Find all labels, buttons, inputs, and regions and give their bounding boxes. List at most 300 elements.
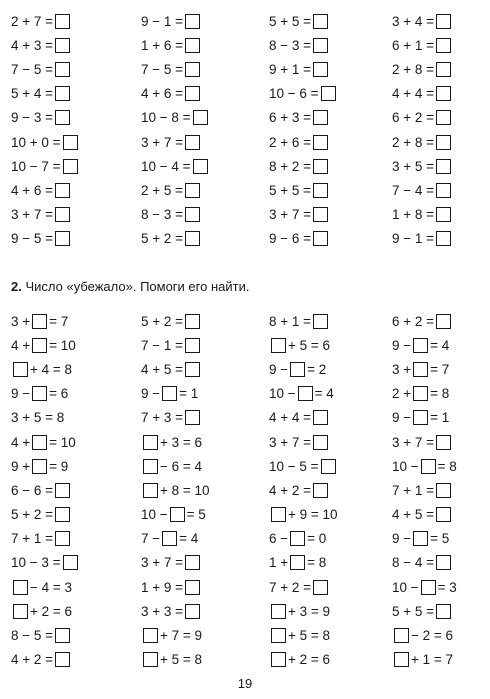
expression-text: 9 −	[392, 337, 412, 353]
answer-box[interactable]	[413, 531, 428, 546]
answer-box[interactable]	[13, 580, 28, 595]
expression-text: = 10	[49, 337, 76, 353]
expression-text: 7 + 1 =	[11, 531, 54, 547]
exercise-cell	[0, 406, 135, 430]
answer-box[interactable]	[143, 652, 158, 667]
expression-text: = 4	[314, 386, 334, 402]
expression-text: 1 + 9 =	[141, 579, 184, 595]
expression-text: 3 + 4 =	[392, 13, 435, 29]
exercise-cell	[388, 623, 490, 647]
exercise-cell	[135, 9, 263, 33]
expression-text: 2 + 5 =	[141, 182, 184, 198]
expression-text: 4 + 5 =	[141, 361, 184, 377]
expression-text: = 0	[307, 531, 327, 547]
expression-text: 6 + 1 =	[392, 37, 435, 53]
exercise-cell	[388, 430, 490, 454]
expression-text: + 9 = 10	[288, 507, 338, 523]
exercise-cell	[0, 9, 135, 33]
answer-box[interactable]	[313, 110, 328, 125]
answer-box[interactable]	[185, 580, 200, 595]
exercise-cell	[0, 154, 135, 178]
expression-text: + 4 = 8	[30, 361, 73, 377]
expression-text: 6 − 6 =	[11, 482, 54, 498]
answer-box[interactable]	[55, 628, 70, 643]
exercise-cell	[388, 599, 490, 623]
answer-box[interactable]	[313, 135, 328, 150]
expression-text: 9 +	[11, 458, 31, 474]
expression-text: 8 − 3 =	[141, 207, 184, 223]
answer-box[interactable]	[394, 652, 409, 667]
expression-text: = 8	[437, 458, 457, 474]
expression-text: + 5 = 8	[160, 652, 203, 668]
answer-box[interactable]	[63, 159, 78, 174]
expression-text: 10 −	[269, 386, 296, 402]
expression-text: 9 − 1 =	[392, 231, 435, 247]
expression-text: 8 + 2 =	[269, 158, 312, 174]
answer-box[interactable]	[313, 231, 328, 246]
expression-text: 9 + 1 =	[269, 61, 312, 77]
exercise-cell	[0, 130, 135, 154]
expression-text: 5 + 2 =	[141, 313, 184, 329]
exercise-cell	[263, 551, 388, 575]
expression-text: 4 + 3 =	[11, 37, 54, 53]
expression-text: = 8	[307, 555, 327, 571]
answer-box[interactable]	[436, 14, 451, 29]
exercise-cell	[388, 551, 490, 575]
expression-text: 7 + 1 =	[392, 482, 435, 498]
answer-box[interactable]	[313, 410, 328, 425]
exercise-cell	[388, 178, 490, 202]
answer-box[interactable]	[436, 86, 451, 101]
answer-box[interactable]	[185, 62, 200, 77]
answer-box[interactable]	[313, 580, 328, 595]
exercise-cell	[388, 454, 490, 478]
expression-text: 5 + 5 =	[392, 603, 435, 619]
answer-box[interactable]	[185, 410, 200, 425]
expression-text: = 4	[179, 531, 199, 547]
expression-text: 5 + 5 =	[269, 182, 312, 198]
answer-box[interactable]	[436, 38, 451, 53]
answer-box[interactable]	[193, 110, 208, 125]
exercise-cell	[263, 430, 388, 454]
task1-exercise-grid	[0, 9, 490, 251]
exercise-cell	[388, 503, 490, 527]
expression-text: 7 − 5 =	[11, 61, 54, 77]
expression-text: + 3 = 9	[288, 603, 331, 619]
answer-box[interactable]	[290, 531, 305, 546]
exercise-cell	[263, 106, 388, 130]
exercise-cell	[135, 33, 263, 57]
exercise-cell	[263, 382, 388, 406]
exercise-cell	[388, 9, 490, 33]
answer-box[interactable]	[55, 38, 70, 53]
exercise-cell	[263, 154, 388, 178]
expression-text: 4 + 2 =	[11, 652, 54, 668]
answer-box[interactable]	[143, 435, 158, 450]
exercise-cell	[0, 575, 135, 599]
exercise-cell	[0, 333, 135, 357]
exercise-cell	[135, 309, 263, 333]
answer-box[interactable]	[143, 628, 158, 643]
expression-text: 3 +	[11, 313, 31, 329]
expression-text: = 10	[49, 434, 76, 450]
answer-box[interactable]	[185, 86, 200, 101]
expression-text: 10 − 6 =	[269, 86, 319, 102]
answer-box[interactable]	[290, 555, 305, 570]
task2-exercise-grid	[0, 309, 490, 672]
exercise-cell	[263, 648, 388, 672]
exercise-cell	[388, 154, 490, 178]
expression-text: 4 + 4 =	[269, 410, 312, 426]
answer-box[interactable]	[185, 604, 200, 619]
expression-text: 6 + 2 =	[392, 110, 435, 126]
exercise-cell	[388, 575, 490, 599]
expression-text: 4 +	[11, 434, 31, 450]
exercise-cell	[263, 623, 388, 647]
exercise-cell	[135, 648, 263, 672]
answer-box[interactable]	[298, 386, 313, 401]
expression-text: = 8	[430, 386, 450, 402]
answer-box[interactable]	[271, 604, 286, 619]
exercise-cell	[263, 130, 388, 154]
answer-box[interactable]	[313, 314, 328, 329]
answer-box[interactable]	[413, 386, 428, 401]
answer-box[interactable]	[436, 135, 451, 150]
exercise-cell	[388, 106, 490, 130]
expression-text: + 2 = 6	[30, 603, 73, 619]
exercise-cell	[0, 503, 135, 527]
exercise-cell	[0, 430, 135, 454]
expression-text: 2 +	[392, 386, 412, 402]
answer-box[interactable]	[313, 435, 328, 450]
exercise-cell	[0, 527, 135, 551]
expression-text: 3 + 7 =	[269, 434, 312, 450]
exercise-cell	[263, 478, 388, 502]
answer-box[interactable]	[436, 207, 451, 222]
expression-text: 2 + 8 =	[392, 134, 435, 150]
answer-box[interactable]	[436, 183, 451, 198]
expression-text: 10 − 3 =	[11, 555, 61, 571]
expression-text: = 5	[186, 507, 206, 523]
expression-text: 1 +	[269, 555, 289, 571]
exercise-cell	[135, 382, 263, 406]
expression-text: = 1	[430, 410, 450, 426]
exercise-cell	[135, 527, 263, 551]
expression-text: 8 − 3 =	[269, 37, 312, 53]
expression-text: 4 + 6 =	[11, 182, 54, 198]
expression-text: 3 + 3 =	[141, 603, 184, 619]
expression-text: + 8 = 10	[160, 482, 210, 498]
answer-box[interactable]	[421, 459, 436, 474]
exercise-cell	[135, 575, 263, 599]
answer-box[interactable]	[185, 207, 200, 222]
exercise-cell	[388, 203, 490, 227]
expression-text: + 5 = 8	[288, 628, 331, 644]
exercise-cell	[263, 33, 388, 57]
expression-text: 3 + 5 = 8	[11, 410, 65, 426]
expression-text: 4 + 4 =	[392, 86, 435, 102]
exercise-cell	[135, 178, 263, 202]
answer-box[interactable]	[143, 459, 158, 474]
exercise-cell	[135, 57, 263, 81]
answer-box[interactable]	[271, 652, 286, 667]
exercise-cell	[0, 309, 135, 333]
exercise-cell	[135, 227, 263, 251]
exercise-cell	[263, 575, 388, 599]
exercise-cell	[0, 599, 135, 623]
answer-box[interactable]	[55, 183, 70, 198]
expression-text: = 1	[179, 386, 199, 402]
exercise-cell	[388, 227, 490, 251]
answer-box[interactable]	[55, 652, 70, 667]
exercise-cell	[0, 82, 135, 106]
answer-box[interactable]	[55, 483, 70, 498]
answer-box[interactable]	[185, 135, 200, 150]
answer-box[interactable]	[436, 231, 451, 246]
expression-text: 9 −	[11, 386, 31, 402]
expression-text: 6 −	[269, 531, 289, 547]
exercise-cell	[0, 357, 135, 381]
answer-box[interactable]	[143, 483, 158, 498]
answer-box[interactable]	[436, 314, 451, 329]
expression-text: 1 + 6 =	[141, 37, 184, 53]
answer-box[interactable]	[413, 410, 428, 425]
expression-text: = 6	[49, 386, 69, 402]
exercise-cell	[388, 478, 490, 502]
answer-box[interactable]	[185, 183, 200, 198]
answer-box[interactable]	[55, 86, 70, 101]
answer-box[interactable]	[436, 604, 451, 619]
expression-text: 9 −	[392, 410, 412, 426]
answer-box[interactable]	[32, 435, 47, 450]
expression-text: 6 + 2 =	[392, 313, 435, 329]
answer-box[interactable]	[394, 628, 409, 643]
expression-text: − 2 = 6	[411, 628, 454, 644]
expression-text: 2 + 8 =	[392, 61, 435, 77]
expression-text: 7 − 4 =	[392, 182, 435, 198]
answer-box[interactable]	[32, 459, 47, 474]
expression-text: 6 + 3 =	[269, 110, 312, 126]
answer-box[interactable]	[436, 483, 451, 498]
exercise-cell	[388, 382, 490, 406]
expression-text: = 5	[430, 531, 450, 547]
expression-text: + 3 = 6	[160, 434, 203, 450]
answer-box[interactable]	[185, 362, 200, 377]
expression-text: 9 − 1 =	[141, 13, 184, 29]
exercise-cell	[135, 623, 263, 647]
answer-box[interactable]	[313, 183, 328, 198]
expression-text: + 1 = 7	[411, 652, 454, 668]
expression-text: 1 + 8 =	[392, 207, 435, 223]
answer-box[interactable]	[313, 159, 328, 174]
expression-text: 8 + 1 =	[269, 313, 312, 329]
answer-box[interactable]	[413, 362, 428, 377]
answer-box[interactable]	[55, 14, 70, 29]
exercise-cell	[0, 106, 135, 130]
exercise-cell	[388, 406, 490, 430]
exercise-cell	[135, 106, 263, 130]
answer-box[interactable]	[185, 314, 200, 329]
expression-text: 9 − 6 =	[269, 231, 312, 247]
answer-box[interactable]	[321, 459, 336, 474]
expression-text: 5 + 5 =	[269, 13, 312, 29]
exercise-cell	[135, 203, 263, 227]
expression-text: 7 −	[141, 531, 161, 547]
answer-box[interactable]	[185, 38, 200, 53]
answer-box[interactable]	[436, 555, 451, 570]
answer-box[interactable]	[421, 580, 436, 595]
expression-text: 2 + 6 =	[269, 134, 312, 150]
answer-box[interactable]	[436, 62, 451, 77]
exercise-cell	[388, 648, 490, 672]
expression-text: 5 + 2 =	[11, 507, 54, 523]
expression-text: 7 − 1 =	[141, 337, 184, 353]
exercise-cell	[0, 203, 135, 227]
answer-box[interactable]	[271, 507, 286, 522]
exercise-cell	[263, 203, 388, 227]
answer-box[interactable]	[436, 110, 451, 125]
expression-text: 4 +	[11, 337, 31, 353]
exercise-cell	[263, 227, 388, 251]
exercise-cell	[0, 57, 135, 81]
exercise-cell	[388, 333, 490, 357]
task2-instruction: Число «убежало». Помоги его найти.	[25, 279, 250, 294]
expression-text: − 6 = 4	[160, 458, 203, 474]
exercise-cell	[388, 130, 490, 154]
answer-box[interactable]	[13, 604, 28, 619]
expression-text: 10 −	[392, 579, 419, 595]
expression-text: + 2 = 6	[288, 652, 331, 668]
exercise-cell	[263, 333, 388, 357]
expression-text: 7 + 2 =	[269, 579, 312, 595]
answer-box[interactable]	[436, 435, 451, 450]
expression-text: 8 − 5 =	[11, 628, 54, 644]
exercise-cell	[388, 527, 490, 551]
exercise-cell	[0, 551, 135, 575]
answer-box[interactable]	[313, 14, 328, 29]
exercise-cell	[263, 454, 388, 478]
answer-box[interactable]	[32, 338, 47, 353]
task2-heading	[11, 279, 249, 294]
expression-text: 9 − 3 =	[11, 110, 54, 126]
answer-box[interactable]	[13, 362, 28, 377]
expression-text: 3 + 7 =	[141, 555, 184, 571]
answer-box[interactable]	[321, 86, 336, 101]
answer-box[interactable]	[162, 531, 177, 546]
exercise-cell	[263, 599, 388, 623]
expression-text: 3 + 7 =	[392, 434, 435, 450]
answer-box[interactable]	[63, 135, 78, 150]
expression-text: 9 −	[141, 386, 161, 402]
exercise-cell	[0, 478, 135, 502]
exercise-cell	[263, 9, 388, 33]
exercise-cell	[388, 357, 490, 381]
exercise-cell	[263, 82, 388, 106]
answer-box[interactable]	[290, 362, 305, 377]
expression-text: 10 −	[392, 458, 419, 474]
answer-box[interactable]	[436, 159, 451, 174]
answer-box[interactable]	[413, 338, 428, 353]
answer-box[interactable]	[55, 110, 70, 125]
expression-text: 4 + 5 =	[392, 507, 435, 523]
exercise-cell	[135, 406, 263, 430]
expression-text: 3 + 7 =	[269, 207, 312, 223]
answer-box[interactable]	[55, 207, 70, 222]
exercise-cell	[135, 551, 263, 575]
expression-text: 10 + 0 =	[11, 134, 61, 150]
answer-box[interactable]	[271, 628, 286, 643]
answer-box[interactable]	[32, 314, 47, 329]
answer-box[interactable]	[55, 531, 70, 546]
expression-text: 3 + 7 =	[141, 134, 184, 150]
answer-box[interactable]	[162, 386, 177, 401]
exercise-cell	[263, 357, 388, 381]
expression-text: = 7	[49, 313, 69, 329]
exercise-cell	[0, 227, 135, 251]
exercise-cell	[263, 309, 388, 333]
answer-box[interactable]	[193, 159, 208, 174]
expression-text: + 5 = 6	[288, 337, 331, 353]
answer-box[interactable]	[313, 207, 328, 222]
answer-box[interactable]	[313, 62, 328, 77]
expression-text: 9 −	[392, 531, 412, 547]
expression-text: 10 − 5 =	[269, 458, 319, 474]
exercise-cell	[388, 57, 490, 81]
answer-box[interactable]	[185, 14, 200, 29]
answer-box[interactable]	[55, 231, 70, 246]
exercise-cell	[388, 309, 490, 333]
exercise-cell	[135, 503, 263, 527]
answer-box[interactable]	[55, 62, 70, 77]
answer-box[interactable]	[271, 338, 286, 353]
exercise-cell	[388, 33, 490, 57]
expression-text: 4 + 2 =	[269, 482, 312, 498]
answer-box[interactable]	[170, 507, 185, 522]
answer-box[interactable]	[32, 386, 47, 401]
expression-text: 3 + 7 =	[11, 207, 54, 223]
exercise-cell	[0, 33, 135, 57]
expression-text: = 7	[430, 361, 450, 377]
exercise-cell	[0, 178, 135, 202]
exercise-cell	[263, 406, 388, 430]
expression-text: 2 + 7 =	[11, 13, 54, 29]
expression-text: 9 − 5 =	[11, 231, 54, 247]
exercise-cell	[0, 648, 135, 672]
expression-text: = 9	[49, 458, 69, 474]
expression-text: 10 − 7 =	[11, 158, 61, 174]
answer-box[interactable]	[185, 555, 200, 570]
answer-box[interactable]	[436, 507, 451, 522]
answer-box[interactable]	[313, 38, 328, 53]
expression-text: 4 + 6 =	[141, 86, 184, 102]
answer-box[interactable]	[185, 231, 200, 246]
answer-box[interactable]	[313, 483, 328, 498]
expression-text: 7 + 3 =	[141, 410, 184, 426]
exercise-cell	[263, 527, 388, 551]
exercise-cell	[135, 357, 263, 381]
expression-text: 5 + 4 =	[11, 86, 54, 102]
exercise-cell	[263, 178, 388, 202]
exercise-cell	[135, 478, 263, 502]
exercise-cell	[0, 454, 135, 478]
exercise-cell	[0, 382, 135, 406]
answer-box[interactable]	[185, 338, 200, 353]
expression-text: 5 + 2 =	[141, 231, 184, 247]
answer-box[interactable]	[55, 507, 70, 522]
answer-box[interactable]	[63, 555, 78, 570]
expression-text: = 3	[437, 579, 457, 595]
exercise-cell	[135, 430, 263, 454]
